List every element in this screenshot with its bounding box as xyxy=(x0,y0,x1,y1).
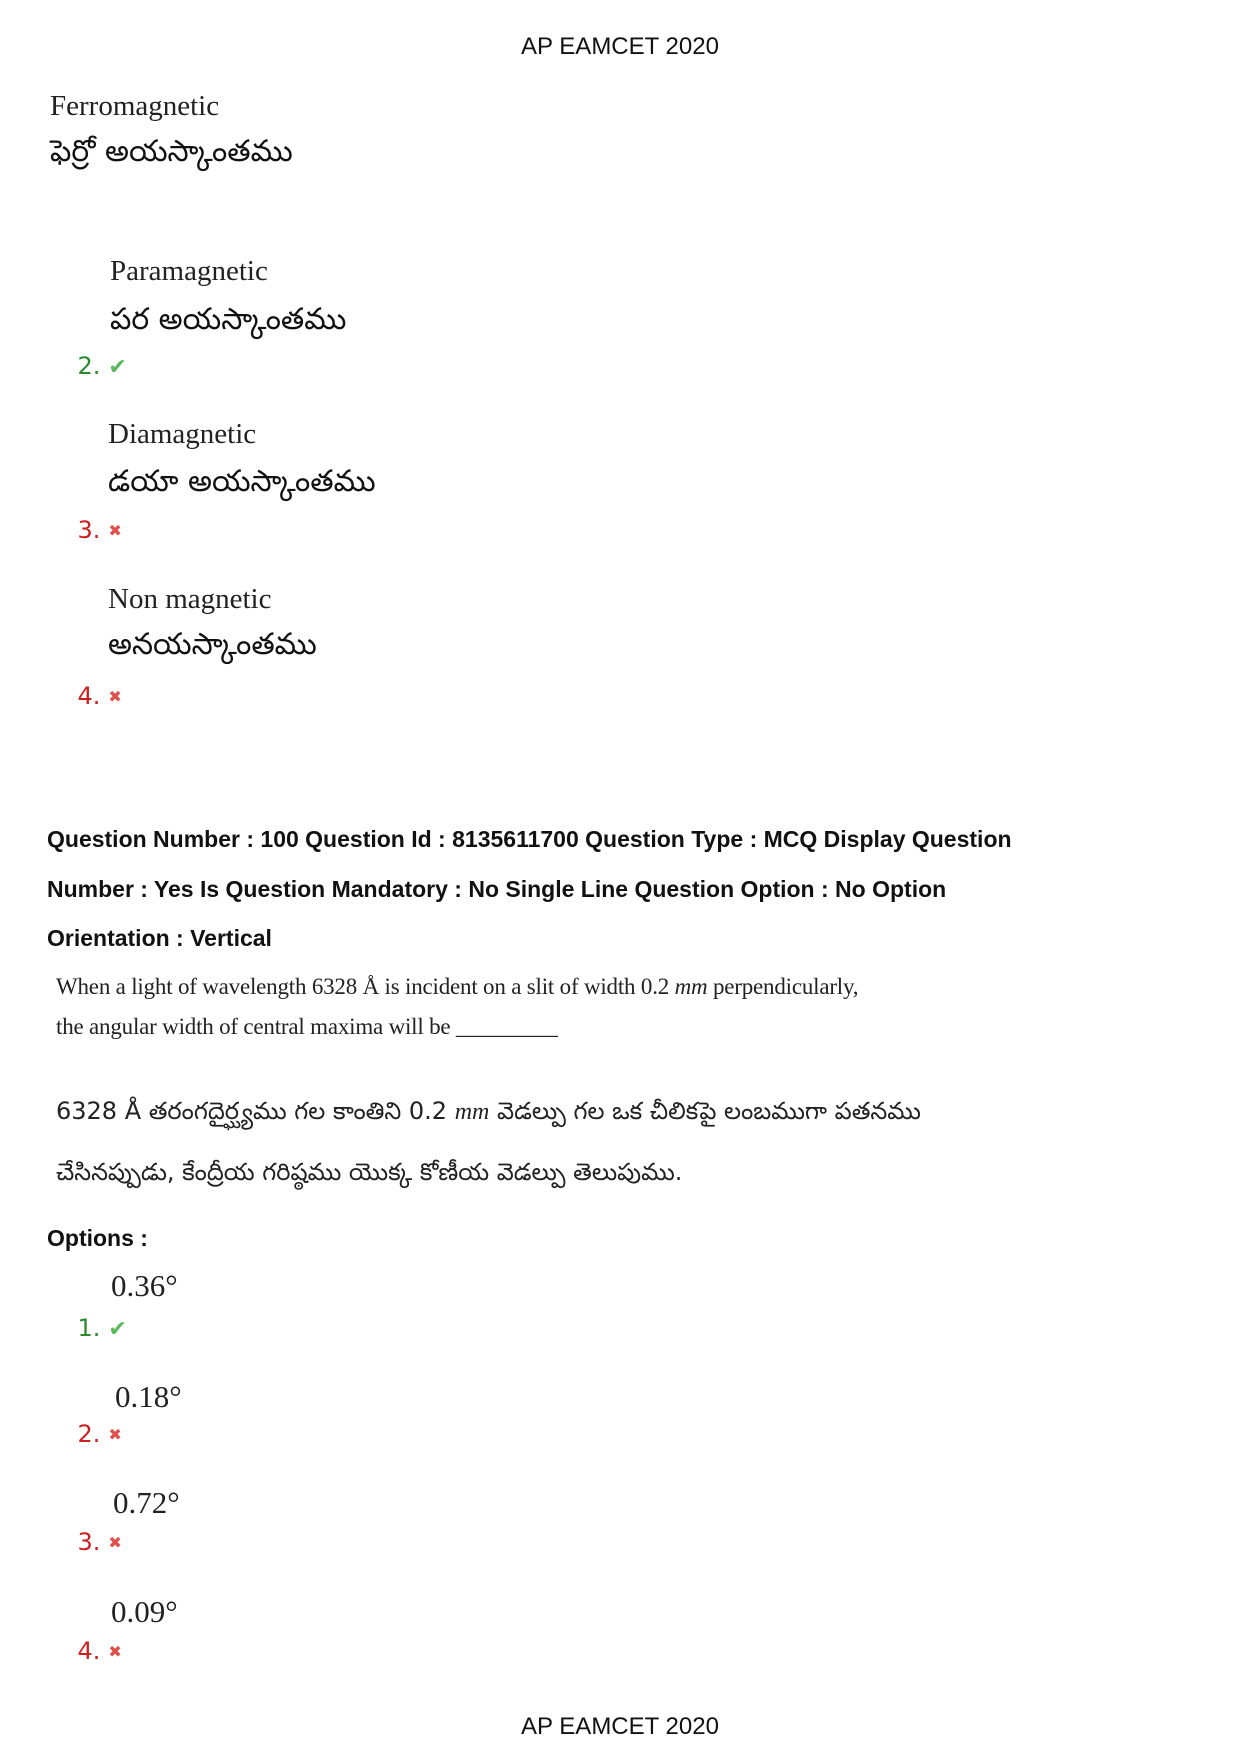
question-meta-line: Question Number : 100 Question Id : 8135611700 Question Type : MCQ Display Question xyxy=(47,826,1012,852)
question-meta-line: Orientation : Vertical xyxy=(47,925,272,951)
unit-mm: mm xyxy=(454,1099,490,1125)
option-telugu-text: ఫెర్రో అయస్కాంతము xyxy=(50,134,293,169)
cross-icon xyxy=(108,1420,121,1448)
question-text-part: వెడల్పు గల ఒక చీలికపై లంబముగా పతనము xyxy=(489,1097,921,1125)
option-english-text: Non magnetic xyxy=(108,583,272,615)
option-telugu-text: డయా అయస్కాంతము xyxy=(108,464,376,499)
option-number-label: 3. xyxy=(77,516,101,544)
cross-icon xyxy=(108,682,121,710)
option-number-label: 2. xyxy=(77,1420,101,1448)
question-meta-line: Number : Yes Is Question Mandatory : No Single Line Question Option : No Option xyxy=(47,876,947,902)
option-number xyxy=(47,324,127,408)
options-label: Options : xyxy=(47,1225,148,1251)
option-value: 0.36° xyxy=(111,1268,178,1303)
option-number-label: 3. xyxy=(77,1528,101,1556)
option-english-text: Diamagnetic xyxy=(108,418,257,450)
option-number-label: 4. xyxy=(77,682,101,710)
option-number-label: 2. xyxy=(77,352,101,380)
cross-icon xyxy=(108,1528,121,1556)
option-number-label: 4. xyxy=(77,1637,101,1665)
option-number xyxy=(47,654,122,738)
option-value: 0.09° xyxy=(111,1594,178,1629)
check-icon xyxy=(108,352,126,380)
cross-icon xyxy=(108,516,121,544)
page-footer-title: AP EAMCET 2020 xyxy=(521,1713,719,1740)
option-number xyxy=(47,1500,122,1584)
option-number xyxy=(47,1392,122,1476)
question-text-telugu xyxy=(56,1097,921,1131)
question-text-english-line2: the angular width of central maxima will be _________ xyxy=(56,1014,558,1039)
option-english-text: Ferromagnetic xyxy=(50,90,220,122)
check-icon xyxy=(108,1314,126,1342)
option-value: 0.72° xyxy=(113,1485,180,1520)
option-number xyxy=(47,488,122,572)
option-number-label: 1. xyxy=(77,1314,101,1342)
cross-icon xyxy=(108,1637,121,1665)
page-header-title: AP EAMCET 2020 xyxy=(521,33,719,60)
question-text-part: perpendicularly, xyxy=(707,974,859,999)
question-text-part: 6328 Å తరంగదైర్ఘ్యము గల కాంతిని 0.2 xyxy=(56,1097,455,1125)
option-english-text: Paramagnetic xyxy=(110,255,268,287)
question-text-telugu-line2: చేసినప్పుడు, కేంద్రీయ గరిష్ఠము యొక్క కోణీయ వెడల్పు తెలుపుము. xyxy=(56,1158,683,1186)
option-telugu-text: అనయస్కాంతము xyxy=(108,627,317,662)
unit-mm: mm xyxy=(674,974,708,999)
option-value: 0.18° xyxy=(115,1379,182,1414)
question-text-part: When a light of wavelength 6328 Å is incident on a slit of width 0.2 xyxy=(56,974,675,999)
question-text-english xyxy=(56,974,858,1000)
option-telugu-text: పర అయస్కాంతము xyxy=(110,302,347,337)
